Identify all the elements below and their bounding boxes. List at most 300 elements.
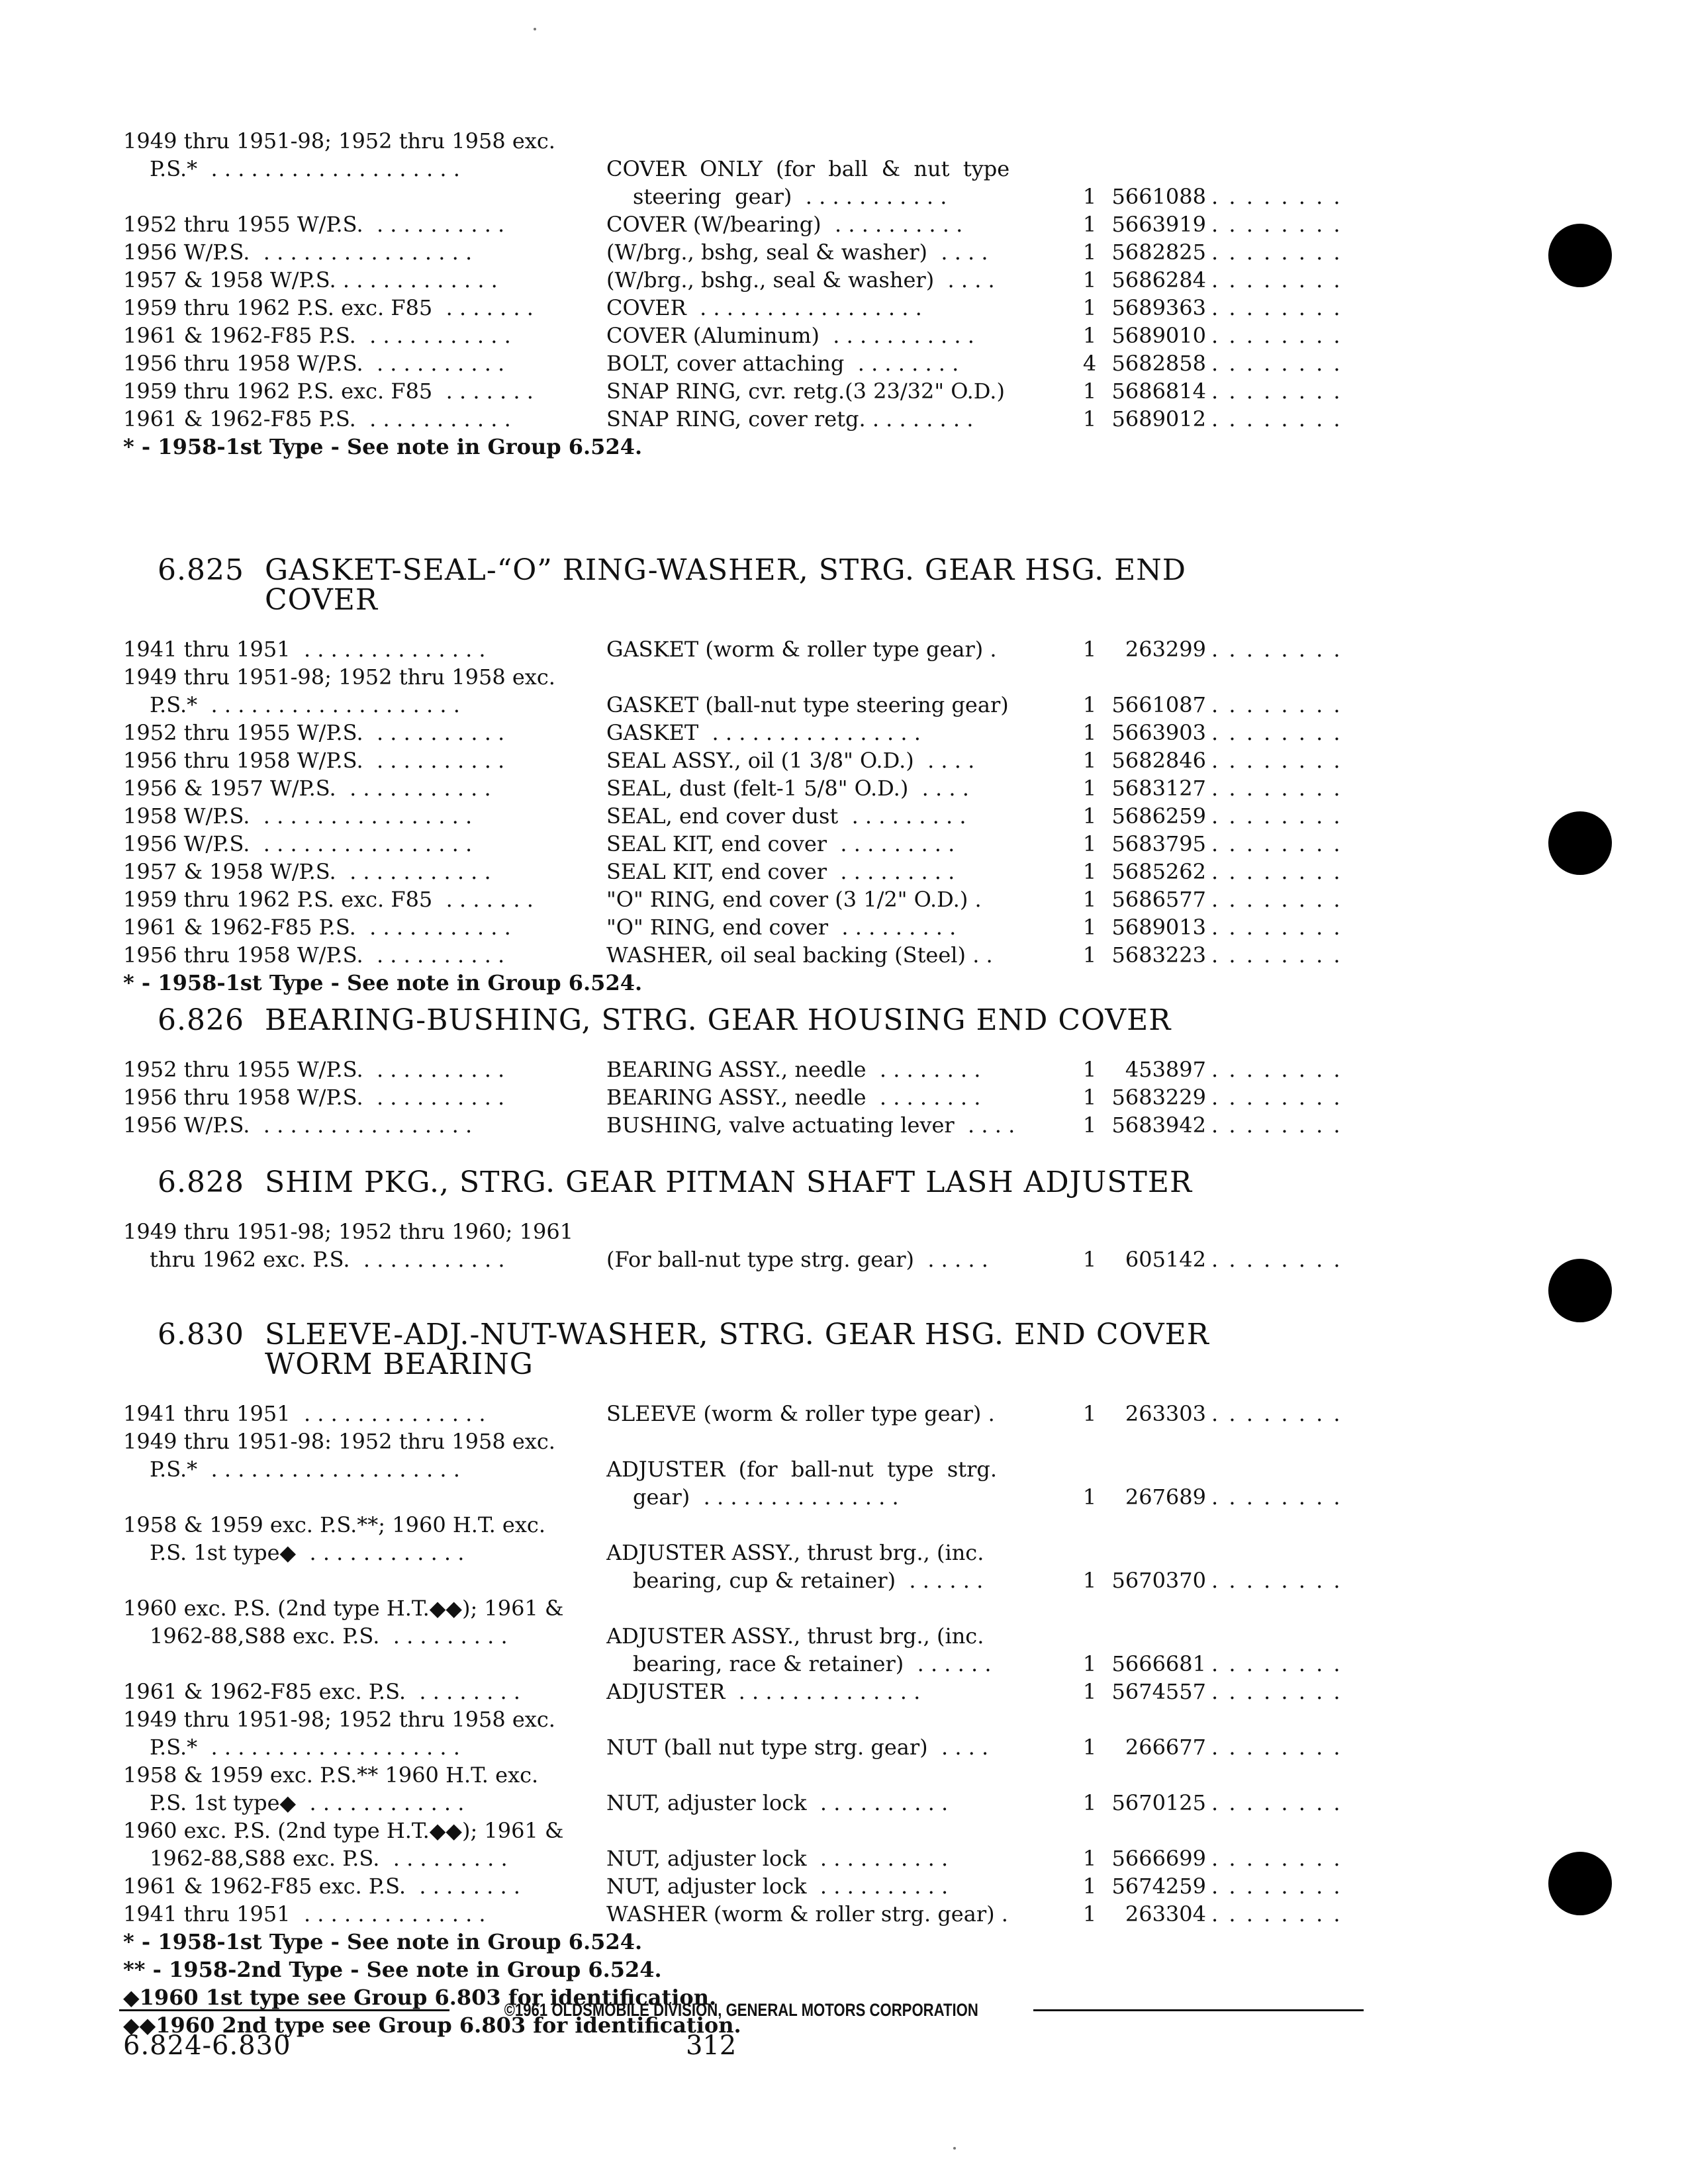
quantity-cell <box>1070 1622 1109 1650</box>
part-number-cell <box>1109 663 1206 691</box>
table-row <box>123 1844 1368 1872</box>
section-title: SHIM PKG., STRG. GEAR PITMAN SHAFT LASH ADJUSTER <box>265 1165 1193 1199</box>
application-cell: 1949 thru 1951-98; 1952 thru 1958 exc. <box>123 664 555 690</box>
leader-dots: . . . . . . . . <box>1211 351 1342 376</box>
description-cell: SEAL ASSY., oil (1 3/8" O.D.) . . . . <box>606 747 975 773</box>
part-number-cell: 5666681 <box>1111 1651 1206 1676</box>
application-cell: 1959 thru 1962 P.S. exc. F85 . . . . . . . <box>123 379 534 404</box>
application-cell: 1949 thru 1951-98: 1952 thru 1958 exc. <box>123 1428 555 1454</box>
part-number-cell <box>1109 1622 1206 1650</box>
table-row <box>123 1594 1368 1622</box>
part-number-cell <box>1109 1428 1206 1455</box>
leader-dots: . . . . . . . . <box>1211 184 1342 209</box>
description-cell <box>606 1218 1070 1246</box>
description-cell <box>606 1594 1070 1622</box>
table-row <box>123 802 1368 830</box>
part-number-cell: 263304 <box>1125 1901 1206 1927</box>
table-row <box>123 1622 1368 1650</box>
leader-dots: . . . . . . . . <box>1211 1678 1342 1704</box>
application-cell: P.S.* . . . . . . . . . . . . . . . . . . . <box>150 1734 460 1760</box>
application-cell: 1961 & 1962-F85 P.S. . . . . . . . . . . . <box>123 323 511 348</box>
footnote: ◆1960 1st type see Group 6.803 for identification. <box>123 1984 717 2010</box>
part-number-cell: 5663919 <box>1111 212 1206 237</box>
footer-copyright: ©1961 OLDSMOBILE DIVISION, GENERAL MOTORS CORPORATION <box>504 1999 979 2020</box>
part-number-cell: 5689363 <box>1111 295 1206 320</box>
footer-page-number: 312 <box>686 2030 737 2061</box>
leader-dots: . . . . . . . . <box>1211 1873 1342 1899</box>
part-number-cell: 5682846 <box>1111 747 1206 773</box>
part-number-cell <box>1109 155 1206 183</box>
application-cell: 1960 exc. P.S. (2nd type H.T.◆◆); 1961 & <box>123 1595 564 1621</box>
table-row <box>123 886 1368 913</box>
table-row <box>123 1650 1368 1678</box>
part-number-cell: 5683942 <box>1111 1112 1206 1138</box>
application-cell: P.S.* . . . . . . . . . . . . . . . . . . . <box>150 692 460 717</box>
leader-dots: . . . . . . . . <box>1211 1112 1342 1138</box>
table-row <box>123 1083 1368 1111</box>
table-row <box>123 1511 1368 1539</box>
table-row <box>123 1706 1368 1733</box>
part-number-cell <box>1109 1594 1206 1622</box>
quantity-cell: 1 <box>1082 803 1097 829</box>
leader-dots: . . . . . . . . <box>1211 1790 1342 1815</box>
leader-dots: . . . . . . . . <box>1211 1056 1342 1082</box>
quantity-cell: 1 <box>1082 636 1097 662</box>
table-row <box>123 405 1368 433</box>
quantity-cell: 1 <box>1082 1651 1097 1676</box>
section-number: 6.825 <box>158 553 244 587</box>
table-row <box>123 913 1368 941</box>
part-number-cell: 5686577 <box>1111 886 1206 912</box>
table-row <box>123 377 1368 405</box>
quantity-cell <box>1070 1817 1109 1844</box>
part-number-cell: 5683223 <box>1111 942 1206 968</box>
table-row <box>123 127 1368 155</box>
leader-dots: . . . . . . . . <box>1211 1084 1342 1110</box>
leader-dots: . . . . . . . . <box>1211 858 1342 884</box>
leader-dots: . . . . . . . . <box>1211 212 1342 237</box>
part-number-cell: 5661088 <box>1111 184 1206 209</box>
application-cell: 1941 thru 1951 . . . . . . . . . . . . . . <box>123 1400 486 1426</box>
leader-dots: . . . . . . . . <box>1211 1734 1342 1760</box>
application-cell: 1952 thru 1955 W/P.S. . . . . . . . . . . <box>123 212 505 237</box>
description-cell: steering gear) . . . . . . . . . . . <box>633 184 947 209</box>
description-cell: ADJUSTER ASSY., thrust brg., (inc. <box>606 1539 984 1565</box>
quantity-cell: 1 <box>1082 1845 1097 1871</box>
part-number-cell: 263303 <box>1125 1400 1206 1426</box>
quantity-cell: 1 <box>1082 379 1097 404</box>
part-number-cell: 5683229 <box>1111 1084 1206 1110</box>
quantity-cell: 1 <box>1082 212 1097 237</box>
part-number-cell: 5689012 <box>1111 406 1206 432</box>
leader-dots: . . . . . . . . <box>1211 323 1342 348</box>
application-cell <box>123 183 580 210</box>
quantity-cell: 1 <box>1082 1567 1097 1593</box>
footer-copyright-line <box>119 2000 1364 2020</box>
table-row <box>123 1761 1368 1789</box>
application-cell: 1949 thru 1951-98; 1952 thru 1958 exc. <box>123 128 555 154</box>
footnote: ◆◆1960 2nd type see Group 6.803 for identification. <box>123 2012 741 2038</box>
binder-hole-2 <box>1548 811 1612 875</box>
description-cell: SEAL, dust (felt-1 5/8" O.D.) . . . . <box>606 775 969 801</box>
application-cell <box>123 1483 580 1511</box>
description-cell: WASHER (worm & roller strg. gear) . <box>606 1901 1008 1927</box>
section-number: 6.830 <box>158 1318 244 1351</box>
leader-dots: . . . . . . . . <box>1211 240 1342 265</box>
description-cell: ADJUSTER . . . . . . . . . . . . . . <box>606 1678 921 1704</box>
leader-dots: . . . . . . . . <box>1211 914 1342 940</box>
table-row <box>123 663 1368 691</box>
quantity-cell <box>1070 155 1109 183</box>
leader-dots: . . . . . . . . <box>1211 406 1342 432</box>
quantity-cell: 1 <box>1082 267 1097 293</box>
description-cell: NUT, adjuster lock . . . . . . . . . . <box>606 1873 949 1899</box>
section-heading <box>158 1165 1368 1199</box>
section-heading <box>158 1003 1368 1037</box>
application-cell: 1958 & 1959 exc. P.S.**; 1960 H.T. exc. <box>123 1512 545 1537</box>
description-cell: "O" RING, end cover . . . . . . . . . <box>606 914 957 940</box>
leader-dots: . . . . . . . . <box>1211 803 1342 829</box>
application-cell: 1961 & 1962-F85 exc. P.S. . . . . . . . . <box>123 1873 520 1899</box>
description-cell: (W/brg., bshg, seal & washer) . . . . <box>606 240 988 265</box>
section-6-826 <box>123 1003 1368 1139</box>
quantity-cell <box>1070 1539 1109 1567</box>
binder-hole-3 <box>1548 1259 1612 1322</box>
leader-dots <box>1206 1218 1357 1246</box>
leader-dots: . . . . . . . . <box>1211 636 1342 662</box>
application-cell: 1956 thru 1958 W/P.S. . . . . . . . . . . <box>123 351 505 376</box>
leader-dots <box>1206 127 1357 155</box>
application-cell: 1962-88,S88 exc. P.S. . . . . . . . . . <box>150 1623 508 1649</box>
table-row <box>123 1400 1368 1428</box>
application-cell: P.S. 1st type◆ . . . . . . . . . . . . <box>150 1539 465 1565</box>
part-number-cell <box>1109 1817 1206 1844</box>
leader-dots <box>1206 155 1357 183</box>
description-cell: "O" RING, end cover (3 1/2" O.D.) . <box>606 886 982 912</box>
part-number-cell: 5689013 <box>1111 914 1206 940</box>
leader-dots: . . . . . . . . <box>1211 1845 1342 1871</box>
part-number-cell <box>1109 1511 1206 1539</box>
leader-dots <box>1206 1539 1357 1567</box>
quantity-cell: 1 <box>1082 295 1097 320</box>
quantity-cell: 1 <box>1082 942 1097 968</box>
application-cell: 1958 W/P.S. . . . . . . . . . . . . . . . . <box>123 803 473 829</box>
leader-dots <box>1206 1706 1357 1733</box>
scan-speck <box>534 28 536 30</box>
quantity-cell: 4 <box>1082 351 1097 376</box>
application-cell: P.S. 1st type◆ . . . . . . . . . . . . <box>150 1790 465 1815</box>
table-row <box>123 1567 1368 1594</box>
part-number-cell: 5683795 <box>1111 831 1206 856</box>
application-cell: 1956 W/P.S. . . . . . . . . . . . . . . . . <box>123 1112 473 1138</box>
description-cell: BEARING ASSY., needle . . . . . . . . <box>606 1084 981 1110</box>
section-heading <box>158 553 1368 617</box>
part-number-cell: 5686284 <box>1111 267 1206 293</box>
table-row <box>123 1428 1368 1455</box>
part-number-cell <box>1109 1455 1206 1483</box>
application-cell: 1956 thru 1958 W/P.S. . . . . . . . . . . <box>123 1084 505 1110</box>
description-cell: bearing, cup & retainer) . . . . . . <box>633 1567 984 1593</box>
footer-rule-left <box>119 2009 449 2011</box>
part-number-cell <box>1109 1761 1206 1789</box>
part-number-cell: 5682825 <box>1111 240 1206 265</box>
table-row <box>123 1483 1368 1511</box>
quantity-cell: 1 <box>1082 1400 1097 1426</box>
quantity-cell: 1 <box>1082 1112 1097 1138</box>
table-row <box>123 719 1368 747</box>
section-6-828 <box>123 1165 1368 1273</box>
description-cell: BEARING ASSY., needle . . . . . . . . <box>606 1056 981 1082</box>
quantity-cell <box>1070 1455 1109 1483</box>
part-number-cell: 5674259 <box>1111 1873 1206 1899</box>
quantity-cell: 1 <box>1082 775 1097 801</box>
leader-dots: . . . . . . . . <box>1211 719 1342 745</box>
part-number-cell: 263299 <box>1125 636 1206 662</box>
description-cell: GASKET (worm & roller type gear) . <box>606 636 997 662</box>
leader-dots: . . . . . . . . <box>1211 775 1342 801</box>
leader-dots: . . . . . . . . <box>1211 692 1342 717</box>
part-number-cell: 5661087 <box>1111 692 1206 717</box>
quantity-cell: 1 <box>1082 1873 1097 1899</box>
table-row <box>123 858 1368 886</box>
part-number-cell <box>1109 1218 1206 1246</box>
description-cell: (For ball-nut type strg. gear) . . . . . <box>606 1246 988 1272</box>
footer-rule-right <box>1033 2009 1364 2011</box>
part-number-cell: 5686814 <box>1111 379 1206 404</box>
description-cell: (W/brg., bshg., seal & washer) . . . . <box>606 267 995 293</box>
quantity-cell <box>1070 663 1109 691</box>
quantity-cell <box>1070 1428 1109 1455</box>
part-number-cell: 5670370 <box>1111 1567 1206 1593</box>
table-row <box>123 1733 1368 1761</box>
description-cell: gear) . . . . . . . . . . . . . . . <box>633 1484 899 1510</box>
footnote: * - 1958-1st Type - See note in Group 6.524. <box>123 970 643 995</box>
part-number-cell: 267689 <box>1125 1484 1206 1510</box>
quantity-cell: 1 <box>1082 1901 1097 1927</box>
footnote: * - 1958-1st Type - See note in Group 6.524. <box>123 1929 643 1954</box>
table-row <box>123 1789 1368 1817</box>
prelude-block <box>123 127 1368 461</box>
application-cell: 1961 & 1962-F85 P.S. . . . . . . . . . . . <box>123 914 511 940</box>
description-cell <box>606 127 1070 155</box>
quantity-cell: 1 <box>1082 406 1097 432</box>
leader-dots: . . . . . . . . <box>1211 1567 1342 1593</box>
table-row <box>123 266 1368 294</box>
description-cell <box>606 1706 1070 1733</box>
part-number-cell <box>1109 1539 1206 1567</box>
binder-hole-1 <box>1548 224 1612 287</box>
quantity-cell: 1 <box>1082 858 1097 884</box>
table-row <box>123 1539 1368 1567</box>
quantity-cell: 1 <box>1082 240 1097 265</box>
leader-dots <box>1206 663 1357 691</box>
quantity-cell: 1 <box>1082 1084 1097 1110</box>
description-cell: SLEEVE (worm & roller type gear) . <box>606 1400 995 1426</box>
description-cell: SEAL, end cover dust . . . . . . . . . <box>606 803 966 829</box>
description-cell <box>606 1761 1070 1789</box>
table-row <box>123 238 1368 266</box>
part-number-cell: 5685262 <box>1111 858 1206 884</box>
application-cell: 1962-88,S88 exc. P.S. . . . . . . . . . <box>150 1845 508 1871</box>
description-cell <box>606 663 1070 691</box>
part-number-cell: 5666699 <box>1111 1845 1206 1871</box>
description-cell: COVER (Aluminum) . . . . . . . . . . . <box>606 323 974 348</box>
application-cell: 1941 thru 1951 . . . . . . . . . . . . . . <box>123 636 486 662</box>
application-cell: 1941 thru 1951 . . . . . . . . . . . . . . <box>123 1901 486 1927</box>
application-cell: 1956 & 1957 W/P.S. . . . . . . . . . . . <box>123 775 491 801</box>
quantity-cell <box>1070 1761 1109 1789</box>
table-row <box>123 774 1368 802</box>
quantity-cell: 1 <box>1082 886 1097 912</box>
quantity-cell: 1 <box>1082 1056 1097 1082</box>
leader-dots <box>1206 1511 1357 1539</box>
quantity-cell: 1 <box>1082 1246 1097 1272</box>
table-row <box>123 1218 1368 1246</box>
section-title: SLEEVE-ADJ.-NUT-WASHER, STRG. GEAR HSG. END COVER WORM BEARING <box>265 1318 1209 1381</box>
footer-group-range: 6.824-6.830 <box>123 2030 291 2061</box>
section-title: BEARING-BUSHING, STRG. GEAR HOUSING END COVER <box>265 1003 1172 1037</box>
application-cell <box>123 1650 580 1678</box>
quantity-cell <box>1070 1594 1109 1622</box>
quantity-cell: 1 <box>1082 1678 1097 1704</box>
table-row <box>123 1872 1368 1900</box>
leader-dots <box>1206 1455 1357 1483</box>
leader-dots <box>1206 1428 1357 1455</box>
part-number-cell <box>1109 127 1206 155</box>
section-number: 6.828 <box>158 1165 244 1199</box>
description-cell: NUT, adjuster lock . . . . . . . . . . <box>606 1845 949 1871</box>
leader-dots: . . . . . . . . <box>1211 379 1342 404</box>
application-cell: 1952 thru 1955 W/P.S. . . . . . . . . . . <box>123 719 505 745</box>
application-cell: P.S.* . . . . . . . . . . . . . . . . . . . <box>150 1456 460 1482</box>
table-row <box>123 691 1368 719</box>
quantity-cell: 1 <box>1082 914 1097 940</box>
leader-dots: . . . . . . . . <box>1211 295 1342 320</box>
section-6-825 <box>123 553 1368 997</box>
leader-dots: . . . . . . . . <box>1211 1651 1342 1676</box>
leader-dots: . . . . . . . . <box>1211 267 1342 293</box>
application-cell: 1956 thru 1958 W/P.S. . . . . . . . . . . <box>123 747 505 773</box>
application-cell: 1960 exc. P.S. (2nd type H.T.◆◆); 1961 & <box>123 1817 564 1843</box>
leader-dots <box>1206 1761 1357 1789</box>
description-cell <box>606 1511 1070 1539</box>
part-number-cell: 5663903 <box>1111 719 1206 745</box>
description-cell: BOLT, cover attaching . . . . . . . . <box>606 351 959 376</box>
table-row <box>123 747 1368 774</box>
part-number-cell <box>1109 1706 1206 1733</box>
description-cell <box>606 1817 1070 1844</box>
table-row <box>123 1455 1368 1483</box>
quantity-cell: 1 <box>1082 831 1097 856</box>
leader-dots: . . . . . . . . <box>1211 1246 1342 1272</box>
description-cell: GASKET (ball-nut type steering gear) <box>606 692 1009 717</box>
table-row <box>123 155 1368 183</box>
table-row <box>123 1246 1368 1273</box>
description-cell: COVER . . . . . . . . . . . . . . . . . <box>606 295 922 320</box>
quantity-cell: 1 <box>1082 184 1097 209</box>
application-cell: 1956 W/P.S. . . . . . . . . . . . . . . . . <box>123 240 473 265</box>
leader-dots: . . . . . . . . <box>1211 747 1342 773</box>
application-cell: thru 1962 exc. P.S. . . . . . . . . . . . <box>150 1246 505 1272</box>
leader-dots: . . . . . . . . <box>1211 1484 1342 1510</box>
application-cell: 1961 & 1962-F85 P.S. . . . . . . . . . . . <box>123 406 511 432</box>
part-number-cell: 266677 <box>1125 1734 1206 1760</box>
leader-dots <box>1206 1594 1357 1622</box>
description-cell: SNAP RING, cvr. retg.(3 23/32" O.D.) <box>606 379 1005 404</box>
leader-dots <box>1206 1817 1357 1844</box>
part-number-cell: 5670125 <box>1111 1790 1206 1815</box>
description-cell <box>606 1428 1070 1455</box>
application-cell: P.S.* . . . . . . . . . . . . . . . . . . . <box>150 156 460 181</box>
table-row <box>123 322 1368 349</box>
quantity-cell: 1 <box>1082 1734 1097 1760</box>
part-number-cell: 5686259 <box>1111 803 1206 829</box>
table-row <box>123 1817 1368 1844</box>
description-cell: WASHER, oil seal backing (Steel) . . <box>606 942 993 968</box>
table-row <box>123 210 1368 238</box>
application-cell: 1952 thru 1955 W/P.S. . . . . . . . . . . <box>123 1056 505 1082</box>
table-row <box>123 1678 1368 1706</box>
application-cell: 1959 thru 1962 P.S. exc. F85 . . . . . . . <box>123 886 534 912</box>
table-row <box>123 635 1368 663</box>
leader-dots <box>1206 1622 1357 1650</box>
part-number-cell: 5689010 <box>1111 323 1206 348</box>
description-cell: SNAP RING, cover retg. . . . . . . . . <box>606 406 974 432</box>
description-cell: SEAL KIT, end cover . . . . . . . . . <box>606 858 955 884</box>
table-row <box>123 1900 1368 1928</box>
quantity-cell <box>1070 1511 1109 1539</box>
description-cell: BUSHING, valve actuating lever . . . . <box>606 1112 1015 1138</box>
leader-dots: . . . . . . . . <box>1211 1901 1342 1927</box>
table-row <box>123 830 1368 858</box>
leader-dots: . . . . . . . . <box>1211 831 1342 856</box>
leader-dots: . . . . . . . . <box>1211 942 1342 968</box>
quantity-cell: 1 <box>1082 1790 1097 1815</box>
description-cell: ADJUSTER ASSY., thrust brg., (inc. <box>606 1623 984 1649</box>
quantity-cell <box>1070 127 1109 155</box>
part-number-cell: 5674557 <box>1111 1678 1206 1704</box>
application-cell: 1961 & 1962-F85 exc. P.S. . . . . . . . . <box>123 1678 520 1704</box>
quantity-cell: 1 <box>1082 692 1097 717</box>
quantity-cell: 1 <box>1082 747 1097 773</box>
footnote: ** - 1958-2nd Type - See note in Group 6.524. <box>123 1956 662 1982</box>
description-cell: NUT, adjuster lock . . . . . . . . . . <box>606 1790 949 1815</box>
application-cell: 1957 & 1958 W/P.S. . . . . . . . . . . . . <box>123 267 498 293</box>
application-cell: 1949 thru 1951-98; 1952 thru 1958 exc. <box>123 1706 555 1732</box>
table-row <box>123 294 1368 322</box>
quantity-cell: 1 <box>1082 1484 1097 1510</box>
table-row <box>123 941 1368 969</box>
footnote: * - 1958-1st Type - See note in Group 6.524. <box>123 434 643 459</box>
application-cell: 1956 W/P.S. . . . . . . . . . . . . . . . . <box>123 831 473 856</box>
binder-hole-4 <box>1548 1852 1612 1915</box>
table-row <box>123 183 1368 210</box>
description-cell: ADJUSTER (for ball-nut type strg. <box>606 1456 998 1482</box>
part-number-cell: 5683127 <box>1111 775 1206 801</box>
part-number-cell: 605142 <box>1125 1246 1206 1272</box>
description-cell: SEAL KIT, end cover . . . . . . . . . <box>606 831 955 856</box>
part-number-cell: 453897 <box>1125 1056 1206 1082</box>
application-cell <box>123 1567 580 1594</box>
application-cell: 1957 & 1958 W/P.S. . . . . . . . . . . . <box>123 858 491 884</box>
leader-dots: . . . . . . . . <box>1211 886 1342 912</box>
description-cell: GASKET . . . . . . . . . . . . . . . . <box>606 719 921 745</box>
table-row <box>123 1111 1368 1139</box>
description-cell: bearing, race & retainer) . . . . . . <box>633 1651 992 1676</box>
quantity-cell <box>1070 1706 1109 1733</box>
section-heading <box>158 1320 1368 1380</box>
part-number-cell: 5682858 <box>1111 351 1206 376</box>
